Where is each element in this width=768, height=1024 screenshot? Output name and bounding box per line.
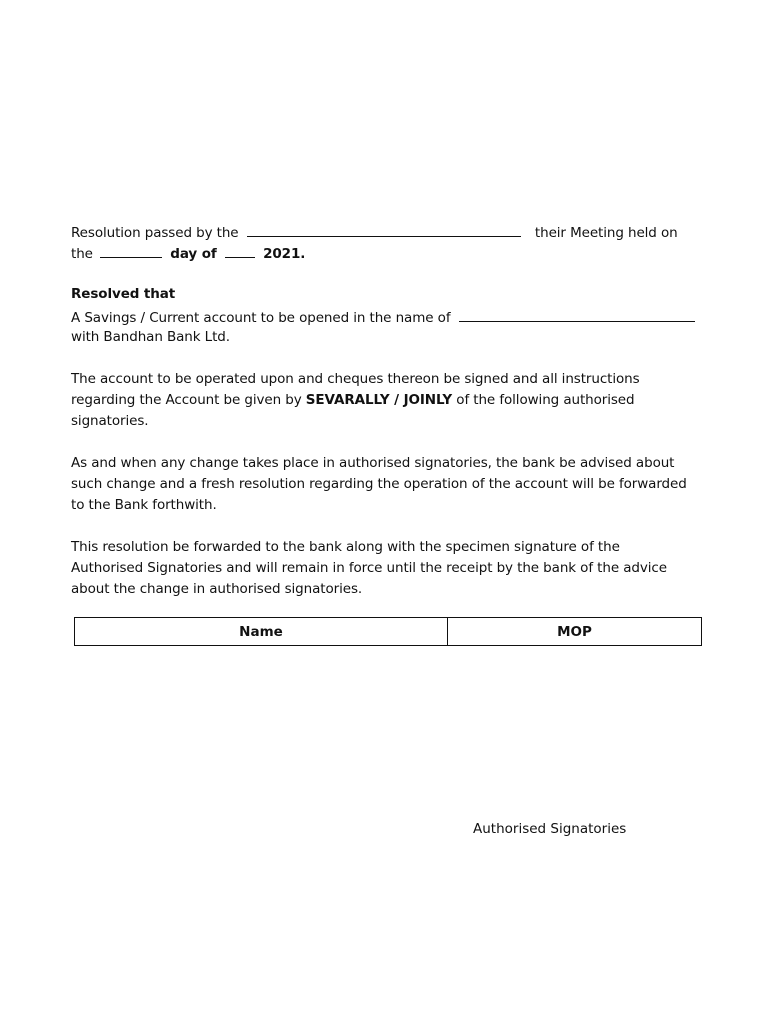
resolved-line-1	[71, 308, 695, 326]
year-label: 2021.	[263, 246, 306, 262]
operation-suffix: of the following authorised	[456, 392, 635, 408]
table-header-name: Name	[75, 618, 448, 645]
resolution-line-2	[71, 244, 305, 262]
resolution-line-1	[71, 223, 678, 241]
operation-mode-emphasis: SEVARALLY / JOINLY	[305, 392, 453, 408]
day-of-label: day of	[170, 246, 217, 262]
operation-line-1: The account to be operated upon and cheques thereon be signed and all instructions	[71, 371, 640, 387]
operation-line-2	[71, 392, 634, 408]
authorised-signatories-label: Authorised Signatories	[473, 821, 627, 837]
body-name-blank[interactable]	[247, 223, 521, 237]
forwarding-line-3: about the change in authorised signatories.	[71, 581, 363, 597]
resolved-line-2: with Bandhan Bank Ltd.	[71, 329, 230, 345]
forwarding-line-1: This resolution be forwarded to the bank along with the specimen signature of the	[71, 539, 620, 555]
change-line-1: As and when any change takes place in authorised signatories, the bank be advised about	[71, 455, 675, 471]
day-blank[interactable]	[100, 244, 162, 258]
operation-line-3: signatories.	[71, 413, 149, 429]
table-header-mop: MOP	[557, 623, 592, 640]
change-line-3: to the Bank forthwith.	[71, 497, 217, 513]
resolved-heading: Resolved that	[71, 286, 176, 302]
month-blank[interactable]	[225, 244, 255, 258]
operation-prefix: regarding the Account be given by	[71, 392, 302, 408]
account-name-blank[interactable]	[459, 308, 695, 322]
account-name-prefix: A Savings / Current account to be opened in the name of	[71, 310, 451, 326]
forwarding-line-2: Authorised Signatories and will remain in force until the receipt by the bank of the advice	[71, 560, 667, 576]
signatory-table	[74, 617, 702, 646]
resolution-prefix: Resolution passed by the	[71, 225, 239, 241]
resolution-suffix: their Meeting held on	[534, 225, 678, 241]
change-line-2: such change and a fresh resolution regarding the operation of the account will be forwarded	[71, 476, 687, 492]
resolution-the: the	[71, 246, 93, 262]
